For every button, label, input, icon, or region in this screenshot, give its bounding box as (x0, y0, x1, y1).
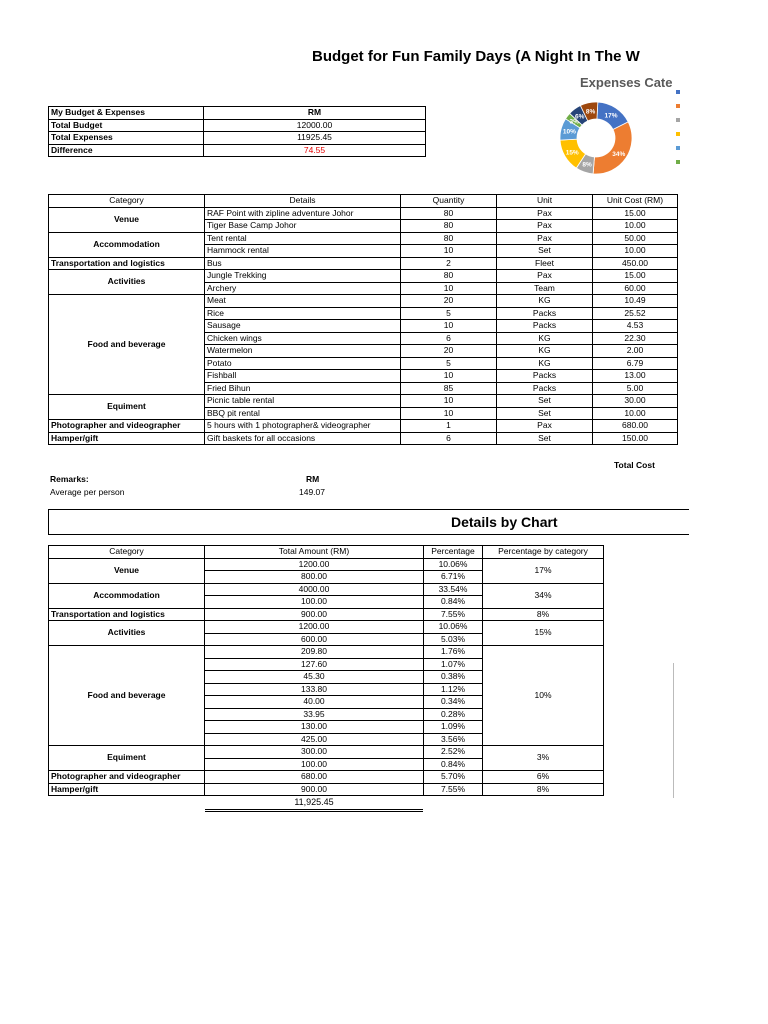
category-cell: Food and beverage (49, 295, 205, 395)
legend-marker (676, 104, 680, 108)
quantity-cell: 20 (401, 345, 497, 358)
category-percentage-cell: 34% (483, 583, 604, 608)
unit-cell: Set (497, 245, 593, 258)
quantity-cell: 20 (401, 295, 497, 308)
total-amount-cell: 209.80 (205, 646, 424, 659)
total-amount-cell: 900.00 (205, 783, 424, 796)
quantity-cell: 5 (401, 357, 497, 370)
unit-cell: Packs (497, 320, 593, 333)
unit-cell: Pax (497, 207, 593, 220)
donut-slice-label: 17% (604, 112, 618, 120)
table-row (49, 257, 678, 270)
chart-panel-edge (673, 663, 768, 798)
total-cost-label: Total Cost (614, 460, 655, 470)
quantity-cell: 2 (401, 257, 497, 270)
total-amount-cell: 900.00 (205, 608, 424, 621)
quantity-cell: 10 (401, 245, 497, 258)
quantity-cell: 80 (401, 220, 497, 233)
details-cell: RAF Point with zipline adventure Johor (205, 207, 401, 220)
category-cell: Activities (49, 621, 205, 646)
quantity-cell: 85 (401, 382, 497, 395)
details-by-chart-title: Details by Chart (451, 514, 558, 530)
quantity-cell: 6 (401, 432, 497, 445)
unit-cost-cell: 4.53 (593, 320, 678, 333)
summary-row (49, 119, 426, 132)
unit-cost-cell: 5.00 (593, 382, 678, 395)
category-cell: Hamper/gift (49, 432, 205, 445)
unit-cell: Pax (497, 420, 593, 433)
unit-cost-cell: 30.00 (593, 395, 678, 408)
percentage-cell: 1.76% (424, 646, 483, 659)
chart-header-total: Total Amount (RM) (205, 546, 424, 559)
category-cell: Equiment (49, 746, 205, 771)
unit-cell: KG (497, 332, 593, 345)
total-amount-cell: 1200.00 (205, 558, 424, 571)
total-amount-cell: 800.00 (205, 571, 424, 584)
quantity-cell: 10 (401, 370, 497, 383)
legend-marker (676, 160, 680, 164)
total-amount-cell: 33.95 (205, 708, 424, 721)
header-unit-cost: Unit Cost (RM) (593, 195, 678, 208)
summary-row (49, 132, 426, 145)
total-amount-cell: 4000.00 (205, 583, 424, 596)
total-amount-cell: 100.00 (205, 758, 424, 771)
table-row (49, 295, 678, 308)
unit-cost-cell: 10.49 (593, 295, 678, 308)
percentage-cell: 1.12% (424, 683, 483, 696)
legend-marker (676, 118, 680, 122)
details-cell: Tent rental (205, 232, 401, 245)
category-percentage-cell: 10% (483, 646, 604, 746)
table-row (49, 432, 678, 445)
average-per-person-value: 149.07 (299, 487, 325, 497)
unit-cell: Packs (497, 307, 593, 320)
unit-cell: KG (497, 345, 593, 358)
total-amount-cell: 300.00 (205, 746, 424, 759)
unit-cell: Pax (497, 220, 593, 233)
details-cell: BBQ pit rental (205, 407, 401, 420)
chart-header-pct-category: Percentage by category (483, 546, 604, 559)
unit-cost-cell: 10.00 (593, 220, 678, 233)
unit-cost-cell: 450.00 (593, 257, 678, 270)
percentage-cell: 5.70% (424, 771, 483, 784)
summary-row (49, 144, 426, 157)
details-cell: Picnic table rental (205, 395, 401, 408)
percentage-cell: 0.84% (424, 758, 483, 771)
details-cell: Sausage (205, 320, 401, 333)
category-cell: Accommodation (49, 232, 205, 257)
percentage-cell: 2.52% (424, 746, 483, 759)
table-row (49, 270, 678, 283)
unit-cost-cell: 15.00 (593, 207, 678, 220)
budget-summary-table (48, 106, 426, 157)
total-amount-cell: 100.00 (205, 596, 424, 609)
table-row (49, 608, 604, 621)
quantity-cell: 5 (401, 307, 497, 320)
table-row (49, 207, 678, 220)
category-percentage-cell: 6% (483, 771, 604, 784)
quantity-cell: 80 (401, 232, 497, 245)
category-cell: Accommodation (49, 583, 205, 608)
details-cell: Jungle Trekking (205, 270, 401, 283)
category-cell: Photographer and videographer (49, 420, 205, 433)
page-title: Budget for Fun Family Days (A Night In The W (312, 48, 640, 65)
details-by-chart-table (48, 545, 604, 796)
total-amount-cell: 45.30 (205, 671, 424, 684)
summary-value: 12000.00 (204, 119, 426, 132)
percentage-cell: 10.06% (424, 621, 483, 634)
percentage-cell: 7.55% (424, 783, 483, 796)
category-cell: Venue (49, 558, 205, 583)
quantity-cell: 6 (401, 332, 497, 345)
category-cell: Equiment (49, 395, 205, 420)
total-amount-cell: 425.00 (205, 733, 424, 746)
unit-cell: Set (497, 395, 593, 408)
donut-slice-label: 3% (569, 118, 579, 126)
chart-title: Expenses Cate (580, 75, 673, 90)
details-cell: Fishball (205, 370, 401, 383)
unit-cell: KG (497, 295, 593, 308)
unit-cost-cell: 10.00 (593, 407, 678, 420)
category-percentage-cell: 8% (483, 783, 604, 796)
percentage-cell: 1.09% (424, 721, 483, 734)
category-cell: Photographer and videographer (49, 771, 205, 784)
category-percentage-cell: 15% (483, 621, 604, 646)
quantity-cell: 10 (401, 395, 497, 408)
donut-slice-label: 34% (612, 150, 626, 158)
table-row (49, 746, 604, 759)
details-cell: Chicken wings (205, 332, 401, 345)
unit-cell: Packs (497, 382, 593, 395)
legend-marker (676, 146, 680, 150)
quantity-cell: 80 (401, 270, 497, 283)
category-percentage-cell: 17% (483, 558, 604, 583)
donut-slice-label: 15% (565, 149, 579, 157)
table-row (49, 646, 604, 659)
details-cell: Fried Bihun (205, 382, 401, 395)
unit-cost-cell: 25.52 (593, 307, 678, 320)
legend-marker (676, 132, 680, 136)
donut-slice-label: 8% (582, 161, 592, 169)
total-underline (205, 809, 423, 810)
chart-legend (676, 90, 686, 170)
unit-cell: Pax (497, 270, 593, 283)
average-per-person-label: Average per person (50, 487, 125, 497)
table-row (49, 558, 604, 571)
details-by-chart-banner (48, 509, 689, 535)
table-row (49, 420, 678, 433)
header-quantity: Quantity (401, 195, 497, 208)
table-row (49, 771, 604, 784)
donut-slice (593, 122, 632, 174)
category-cell: Activities (49, 270, 205, 295)
quantity-cell: 1 (401, 420, 497, 433)
category-cell: Venue (49, 207, 205, 232)
details-header-row (49, 195, 678, 208)
category-cell: Hamper/gift (49, 783, 205, 796)
chart-header-percentage: Percentage (424, 546, 483, 559)
total-amount-cell: 133.80 (205, 683, 424, 696)
total-amount-cell: 40.00 (205, 696, 424, 709)
unit-cell: KG (497, 357, 593, 370)
total-amount-cell: 130.00 (205, 721, 424, 734)
percentage-cell: 7.55% (424, 608, 483, 621)
unit-cost-cell: 15.00 (593, 270, 678, 283)
details-cell: Meat (205, 295, 401, 308)
summary-label: Total Expenses (49, 132, 204, 145)
chart-header-category: Category (49, 546, 205, 559)
total-amount-cell: 127.60 (205, 658, 424, 671)
unit-cell: Packs (497, 370, 593, 383)
summary-value: 11925.45 (204, 132, 426, 145)
table-row (49, 583, 604, 596)
summary-header-row (49, 107, 426, 120)
details-cell: Archery (205, 282, 401, 295)
unit-cost-cell: 2.00 (593, 345, 678, 358)
donut-slice-label: 6% (574, 113, 585, 121)
unit-cell: Set (497, 432, 593, 445)
grand-total: 11,925.45 (294, 797, 334, 807)
percentage-cell: 0.84% (424, 596, 483, 609)
category-cell: Transportation and logistics (49, 257, 205, 270)
quantity-cell: 10 (401, 407, 497, 420)
budget-details-table (48, 194, 678, 445)
details-cell: Rice (205, 307, 401, 320)
category-percentage-cell: 8% (483, 608, 604, 621)
unit-cell: Fleet (497, 257, 593, 270)
unit-cell: Pax (497, 232, 593, 245)
quantity-cell: 10 (401, 320, 497, 333)
unit-cost-cell: 150.00 (593, 432, 678, 445)
percentage-cell: 0.38% (424, 671, 483, 684)
summary-label: Total Budget (49, 119, 204, 132)
percentage-cell: 10.06% (424, 558, 483, 571)
unit-cell: Team (497, 282, 593, 295)
header-unit: Unit (497, 195, 593, 208)
percentage-cell: 0.28% (424, 708, 483, 721)
unit-cost-cell: 60.00 (593, 282, 678, 295)
details-cell: Bus (205, 257, 401, 270)
summary-header-label: My Budget & Expenses (49, 107, 204, 120)
category-cell: Food and beverage (49, 646, 205, 746)
details-cell: Tiger Base Camp Johor (205, 220, 401, 233)
unit-cost-cell: 22.30 (593, 332, 678, 345)
percentage-cell: 0.34% (424, 696, 483, 709)
table-row (49, 621, 604, 634)
quantity-cell: 80 (401, 207, 497, 220)
header-category: Category (49, 195, 205, 208)
percentage-cell: 5.03% (424, 633, 483, 646)
total-amount-cell: 600.00 (205, 633, 424, 646)
total-amount-cell: 1200.00 (205, 621, 424, 634)
summary-label: Difference (49, 144, 204, 157)
unit-cell: Set (497, 407, 593, 420)
unit-cost-cell: 13.00 (593, 370, 678, 383)
category-cell: Transportation and logistics (49, 608, 205, 621)
total-double-underline (205, 811, 423, 812)
details-cell: Potato (205, 357, 401, 370)
unit-cost-cell: 680.00 (593, 420, 678, 433)
details-cell: Watermelon (205, 345, 401, 358)
unit-cost-cell: 6.79 (593, 357, 678, 370)
table-row (49, 395, 678, 408)
remarks-rm-label: RM (306, 474, 320, 484)
details-cell: 5 hours with 1 photographer& videographer (205, 420, 401, 433)
table-row (49, 232, 678, 245)
total-amount-cell: 680.00 (205, 771, 424, 784)
details-cell: Hammock rental (205, 245, 401, 258)
donut-slice-label: 10% (562, 128, 576, 136)
expenses-donut-chart (552, 100, 672, 178)
chart-table-header-row (49, 546, 604, 559)
percentage-cell: 6.71% (424, 571, 483, 584)
unit-cost-cell: 10.00 (593, 245, 678, 258)
table-row (49, 783, 604, 796)
donut-slice-label: 8% (585, 108, 596, 116)
details-cell: Gift baskets for all occasions (205, 432, 401, 445)
legend-marker (676, 90, 680, 94)
summary-header-rm: RM (204, 107, 426, 120)
quantity-cell: 10 (401, 282, 497, 295)
percentage-cell: 1.07% (424, 658, 483, 671)
summary-value-difference: 74.55 (204, 144, 426, 157)
remarks-label: Remarks: (50, 474, 89, 484)
percentage-cell: 33.54% (424, 583, 483, 596)
header-details: Details (205, 195, 401, 208)
unit-cost-cell: 50.00 (593, 232, 678, 245)
percentage-cell: 3.56% (424, 733, 483, 746)
category-percentage-cell: 3% (483, 746, 604, 771)
